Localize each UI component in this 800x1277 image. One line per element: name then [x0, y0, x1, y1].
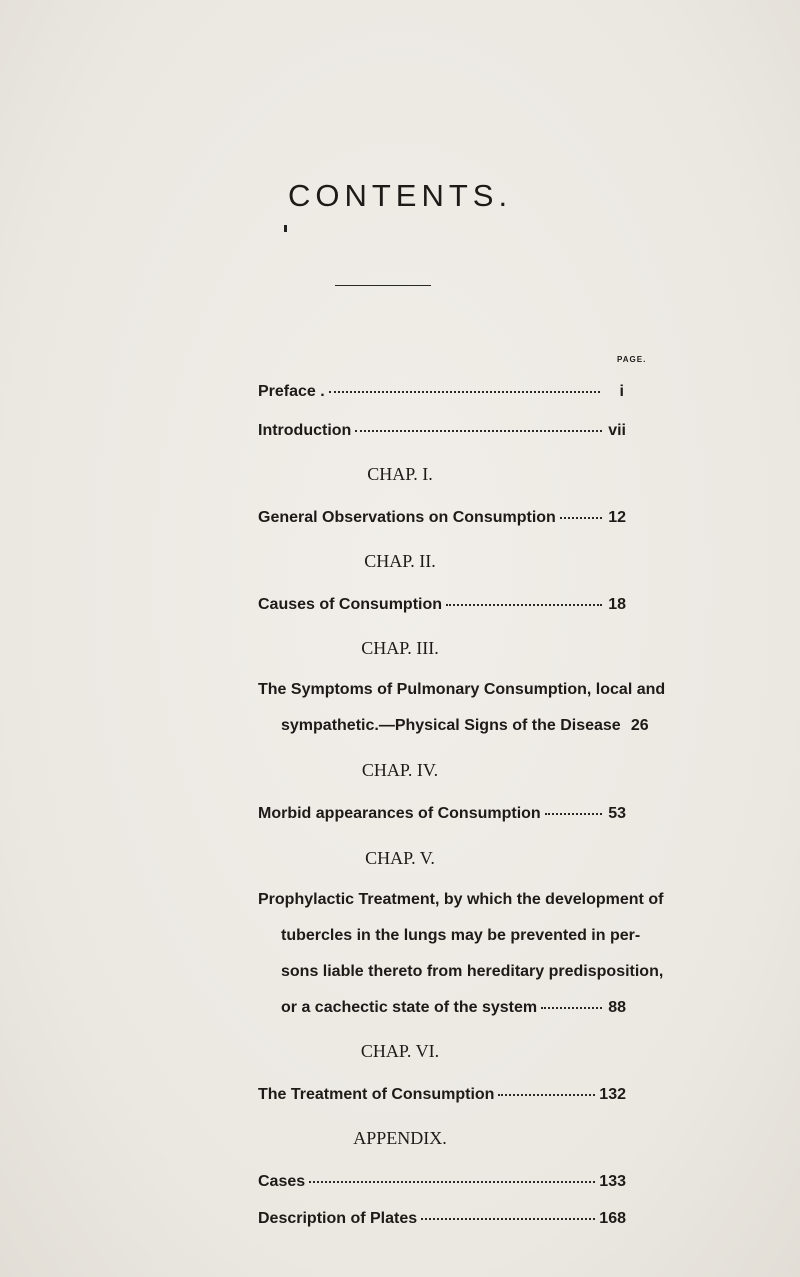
entry-page: 18	[608, 596, 626, 613]
entry-page: i	[619, 383, 624, 400]
entry-page: 88	[608, 999, 626, 1016]
dot-leader	[541, 1007, 602, 1009]
dot-leader	[446, 604, 602, 606]
toc-entry-symptoms	[281, 717, 649, 735]
entry-page: 168	[599, 1210, 626, 1227]
toc-entry-general-observations	[258, 509, 626, 527]
toc-entry-preface	[258, 383, 624, 401]
entry-page: 26	[630, 717, 649, 734]
page-column-label: PAGE.	[617, 355, 647, 364]
entry-title: General Observations on Consumption	[258, 509, 556, 526]
toc-entry-introduction	[258, 422, 626, 440]
entry-page: 132	[599, 1086, 626, 1103]
entry-page: 133	[599, 1173, 626, 1190]
entry-title: Introduction	[258, 422, 352, 439]
entry-title: Preface .	[258, 383, 325, 400]
dot-leader	[421, 1218, 595, 1220]
toc-entry-plates	[258, 1210, 626, 1228]
entry-title: The Treatment of Consumption	[258, 1086, 495, 1103]
chapter-heading: CHAP. I.	[367, 464, 433, 484]
toc-entry-prophylactic-line1: Prophylactic Treatment, by which the development of	[258, 891, 664, 908]
dot-leader	[309, 1181, 595, 1183]
entry-title: Description of Plates	[258, 1210, 418, 1227]
dot-leader	[545, 813, 602, 815]
chapter-heading: CHAP. IV.	[361, 760, 439, 780]
toc-entry-causes	[258, 596, 626, 614]
entry-title: sympathetic.—Physical Signs of the Disease	[281, 717, 621, 734]
dot-leader	[355, 430, 602, 432]
toc-entry-prophylactic-line2: tubercles in the lungs may be prevented in per-	[281, 927, 641, 944]
entry-title: Morbid appearances of Consumption	[258, 805, 541, 822]
toc-entry-treatment	[258, 1086, 626, 1104]
dot-leader	[498, 1094, 595, 1096]
entry-title: Causes of Consumption	[258, 596, 443, 613]
entry-title: or a cachectic state of the system	[281, 999, 538, 1016]
entry-title: Cases	[258, 1173, 306, 1190]
entry-page: 12	[608, 509, 626, 526]
dot-leader	[329, 391, 600, 393]
dot-leader	[560, 517, 602, 519]
entry-page: vii	[608, 422, 626, 439]
contents-heading: CONTENTS.	[287, 178, 513, 213]
chapter-heading: CHAP. VI.	[360, 1041, 440, 1061]
toc-entry-symptoms-line1: The Symptoms of Pulmonary Consumption, local and	[258, 681, 666, 698]
entry-page: 53	[608, 805, 626, 822]
toc-entry-prophylactic-line3: sons liable thereto from hereditary predisposition,	[281, 963, 664, 980]
chapter-heading: CHAP. III.	[361, 638, 439, 658]
toc-entry-morbid	[258, 805, 626, 823]
appendix-heading: APPENDIX.	[353, 1128, 447, 1148]
chapter-heading: CHAP. V.	[365, 848, 435, 868]
toc-entry-cases	[258, 1173, 626, 1191]
toc-entry-prophylactic	[281, 999, 626, 1017]
chapter-heading: CHAP. II.	[364, 551, 436, 571]
